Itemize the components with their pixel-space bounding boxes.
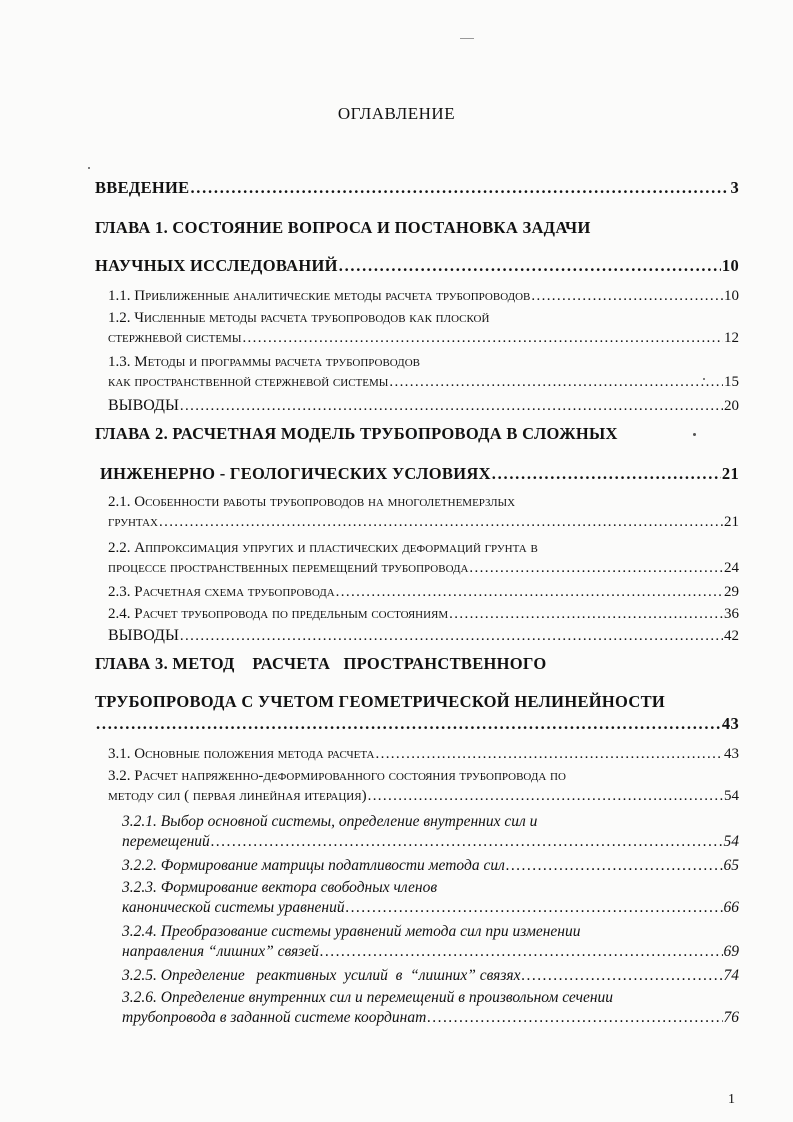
toc-entry-3-2-1 <box>122 812 739 852</box>
entry-page: 20 <box>724 398 739 414</box>
entry-page: 69 <box>723 943 739 960</box>
entry-text: 1.2. Численные методы расчета трубопроводов как плоской <box>108 310 490 326</box>
leader-dots <box>339 256 721 276</box>
toc-entry-conclusions-1 <box>108 396 739 416</box>
entry-text: грунтах <box>108 514 158 530</box>
entry-page: 43 <box>721 714 739 733</box>
entry-text: 3.2.3. Формирование вектора свободных членов <box>122 879 438 896</box>
leader-dots <box>531 286 723 306</box>
toc-entry-chapter-2 <box>95 424 739 484</box>
leader-dots <box>159 512 723 532</box>
entry-page: 54 <box>724 788 739 804</box>
entry-page: 10 <box>724 288 739 304</box>
leader-dots <box>389 372 723 392</box>
scan-speck <box>703 378 705 380</box>
entry-text: ВВЕДЕНИЕ <box>95 178 190 197</box>
entry-page: 74 <box>723 967 739 984</box>
toc-entry-3-2-3 <box>122 878 739 918</box>
toc-entry-3-2-2 <box>122 856 739 876</box>
scan-speck <box>460 38 474 39</box>
page-number: 1 <box>728 1092 735 1107</box>
entry-text: перемещений <box>122 833 210 850</box>
leader-dots <box>336 582 723 602</box>
entry-text: 3.2.5. Определение реактивных усилий в “лишних” связях <box>122 967 521 984</box>
entry-text: 3.2.1. Выбор основной системы, определение внутренних сил и <box>122 813 538 830</box>
leader-dots <box>506 856 723 876</box>
entry-text: 2.4. Расчет трубопровода по предельным состояниям <box>108 606 449 622</box>
toc-entry-3-2-6 <box>122 988 739 1028</box>
leader-dots <box>427 1008 722 1028</box>
entry-text: трубопровода в заданной системе координат <box>122 1009 427 1026</box>
entry-page: 12 <box>724 330 739 346</box>
entry-page: 3 <box>730 178 739 197</box>
scan-speck <box>88 167 90 169</box>
leader-dots <box>522 966 723 986</box>
entry-text: 2.2. Аппроксимация упругих и пластических деформаций грунта в <box>108 540 538 556</box>
toc-entry-1-2 <box>108 308 739 348</box>
entry-page: 29 <box>724 584 739 600</box>
leader-dots <box>469 558 723 578</box>
entry-text: канонической системы уравнений <box>122 899 345 916</box>
entry-text: направления “лишних” связей <box>122 943 319 960</box>
entry-text: 3.1. Основные положения метода расчета <box>108 746 375 762</box>
leader-dots <box>211 832 723 852</box>
leader-dots <box>190 178 729 198</box>
toc-entry-2-2 <box>108 538 739 578</box>
entry-text: ВЫВОДЫ <box>108 627 179 644</box>
entry-page: 65 <box>723 857 739 874</box>
entry-text: методу сил ( первая линейная итерация) <box>108 788 367 804</box>
toc-entry-3-1 <box>108 744 739 764</box>
entry-text: ГЛАВА 3. МЕТОД РАСЧЕТА ПРОСТРАНСТВЕННОГО <box>95 654 547 673</box>
toc-entry-1-3 <box>108 352 739 392</box>
entry-text: стержневой системы <box>108 330 242 346</box>
entry-text: 1.3. Методы и программы расчета трубопроводов <box>108 354 420 370</box>
entry-text: ВЫВОДЫ <box>108 397 179 414</box>
entry-text: НАУЧНЫХ ИССЛЕДОВАНИЙ <box>95 256 338 275</box>
entry-text: 2.1. Особенности работы трубопроводов на многолетнемерзлых <box>108 494 516 510</box>
leader-dots <box>320 942 723 962</box>
entry-page: 43 <box>724 746 739 762</box>
page-title: ОГЛАВЛЕНИЕ <box>337 104 456 123</box>
entry-page: 76 <box>723 1009 739 1026</box>
toc-entry-intro <box>95 178 739 198</box>
leader-dots <box>180 396 723 416</box>
entry-text: процессе пространственных перемещений трубопровода <box>108 560 469 576</box>
entry-text: ТРУБОПРОВОДА С УЧЕТОМ ГЕОМЕТРИЧЕСКОЙ НЕЛИНЕЙНОСТИ <box>95 692 666 711</box>
toc-entry-chapter-1 <box>95 218 739 276</box>
entry-page: 66 <box>723 899 739 916</box>
toc-entry-chapter-3 <box>95 654 739 734</box>
entry-text: ГЛАВА 1. СОСТОЯНИЕ ВОПРОСА И ПОСТАНОВКА ЗАДАЧИ <box>95 218 591 237</box>
leader-dots <box>368 786 723 806</box>
leader-dots <box>242 328 723 348</box>
entry-text: как пространственной стержневой системы <box>108 374 389 390</box>
entry-text: 2.3. Расчетная схема трубопровода <box>108 584 335 600</box>
entry-page: 36 <box>724 606 739 622</box>
entry-text: 3.2. Расчет напряженно-деформированного состояния трубопровода по <box>108 768 566 784</box>
entry-page: 15 <box>724 374 739 390</box>
toc-entry-conclusions-2 <box>108 626 739 646</box>
toc-entry-2-1 <box>108 492 739 532</box>
leader-dots <box>376 744 724 764</box>
entry-page: 10 <box>721 256 739 275</box>
entry-text: 3.2.4. Преобразование системы уравнений метода сил при изменении <box>122 923 581 940</box>
entry-text: 3.2.2. Формирование матрицы податливости метода сил <box>122 857 505 874</box>
entry-page: 24 <box>724 560 739 576</box>
entry-text: ИНЖЕНЕРНО - ГЕОЛОГИЧЕСКИХ УСЛОВИЯХ <box>100 464 491 483</box>
toc-entry-1-1 <box>108 286 739 306</box>
entry-page: 21 <box>724 514 739 530</box>
entry-text: ГЛАВА 2. РАСЧЕТНАЯ МОДЕЛЬ ТРУБОПРОВОДА В СЛОЖНЫХ <box>95 424 618 443</box>
entry-page: 42 <box>724 628 739 644</box>
leader-dots <box>449 604 723 624</box>
entry-page: 54 <box>723 833 739 850</box>
leader-dots <box>96 714 721 734</box>
leader-dots <box>492 464 721 484</box>
leader-dots <box>346 898 723 918</box>
toc-entry-3-2-5 <box>122 966 739 986</box>
entry-text: 1.1. Приближенные аналитические методы расчета трубопроводов <box>108 288 531 304</box>
entry-text: 3.2.6. Определение внутренних сил и перемещений в произвольном сечении <box>122 989 614 1006</box>
toc-entry-2-3 <box>108 582 739 602</box>
toc-entry-3-2-4 <box>122 922 739 962</box>
leader-dots <box>180 626 723 646</box>
entry-page: 21 <box>721 464 739 483</box>
scan-speck <box>693 433 696 436</box>
toc-entry-2-4 <box>108 604 739 624</box>
toc-entry-3-2 <box>108 766 739 806</box>
